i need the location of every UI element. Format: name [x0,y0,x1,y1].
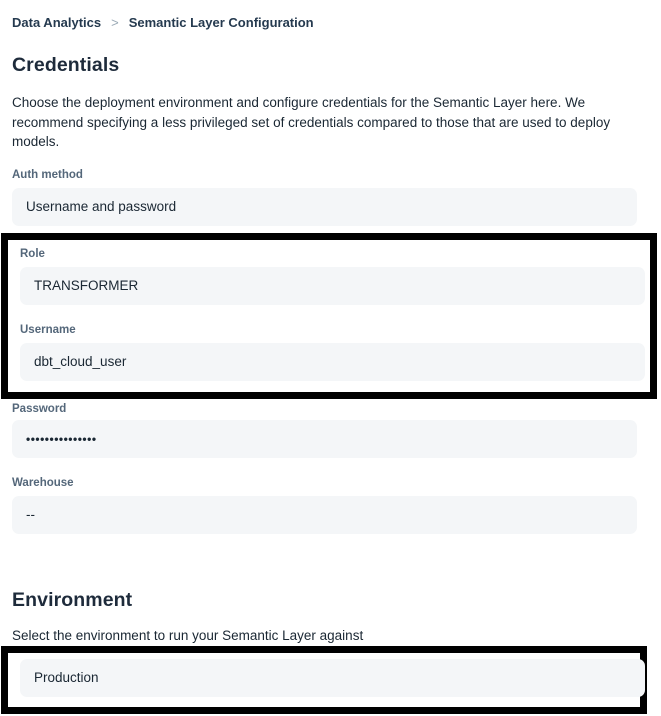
auth-method-field[interactable]: Username and password [12,188,637,226]
auth-method-label: Auth method [12,168,83,181]
credentials-description: Choose the deployment environment and configure credentials for the Semantic Layer here. We recommend specifying a less privileged set of credentials compared to those that are used to deploy models. [12,95,611,149]
breadcrumb-item-semantic-layer-configuration[interactable]: Semantic Layer Configuration [128,15,314,30]
role-field[interactable]: TRANSFORMER [20,267,645,305]
environment-field[interactable]: Production [20,659,645,697]
role-label: Role [20,247,45,260]
highlight-box-environment [1,646,647,714]
chevron-right-icon: > [111,15,119,30]
breadcrumb [0,0,661,30]
warehouse-field[interactable]: -- [12,496,637,534]
breadcrumb-item-data-analytics[interactable]: Data Analytics [12,15,102,30]
credentials-section-title: Credentials [12,54,120,76]
username-field[interactable]: dbt_cloud_user [20,343,645,381]
warehouse-label: Warehouse [12,476,74,489]
password-label: Password [12,402,67,415]
password-field[interactable]: ••••••••••••••• [12,420,637,458]
highlight-box-role-username [1,233,657,399]
environment-description: Select the environment to run your Semantic Layer against [12,627,364,643]
username-label: Username [20,323,76,336]
environment-section-title: Environment [12,588,133,611]
